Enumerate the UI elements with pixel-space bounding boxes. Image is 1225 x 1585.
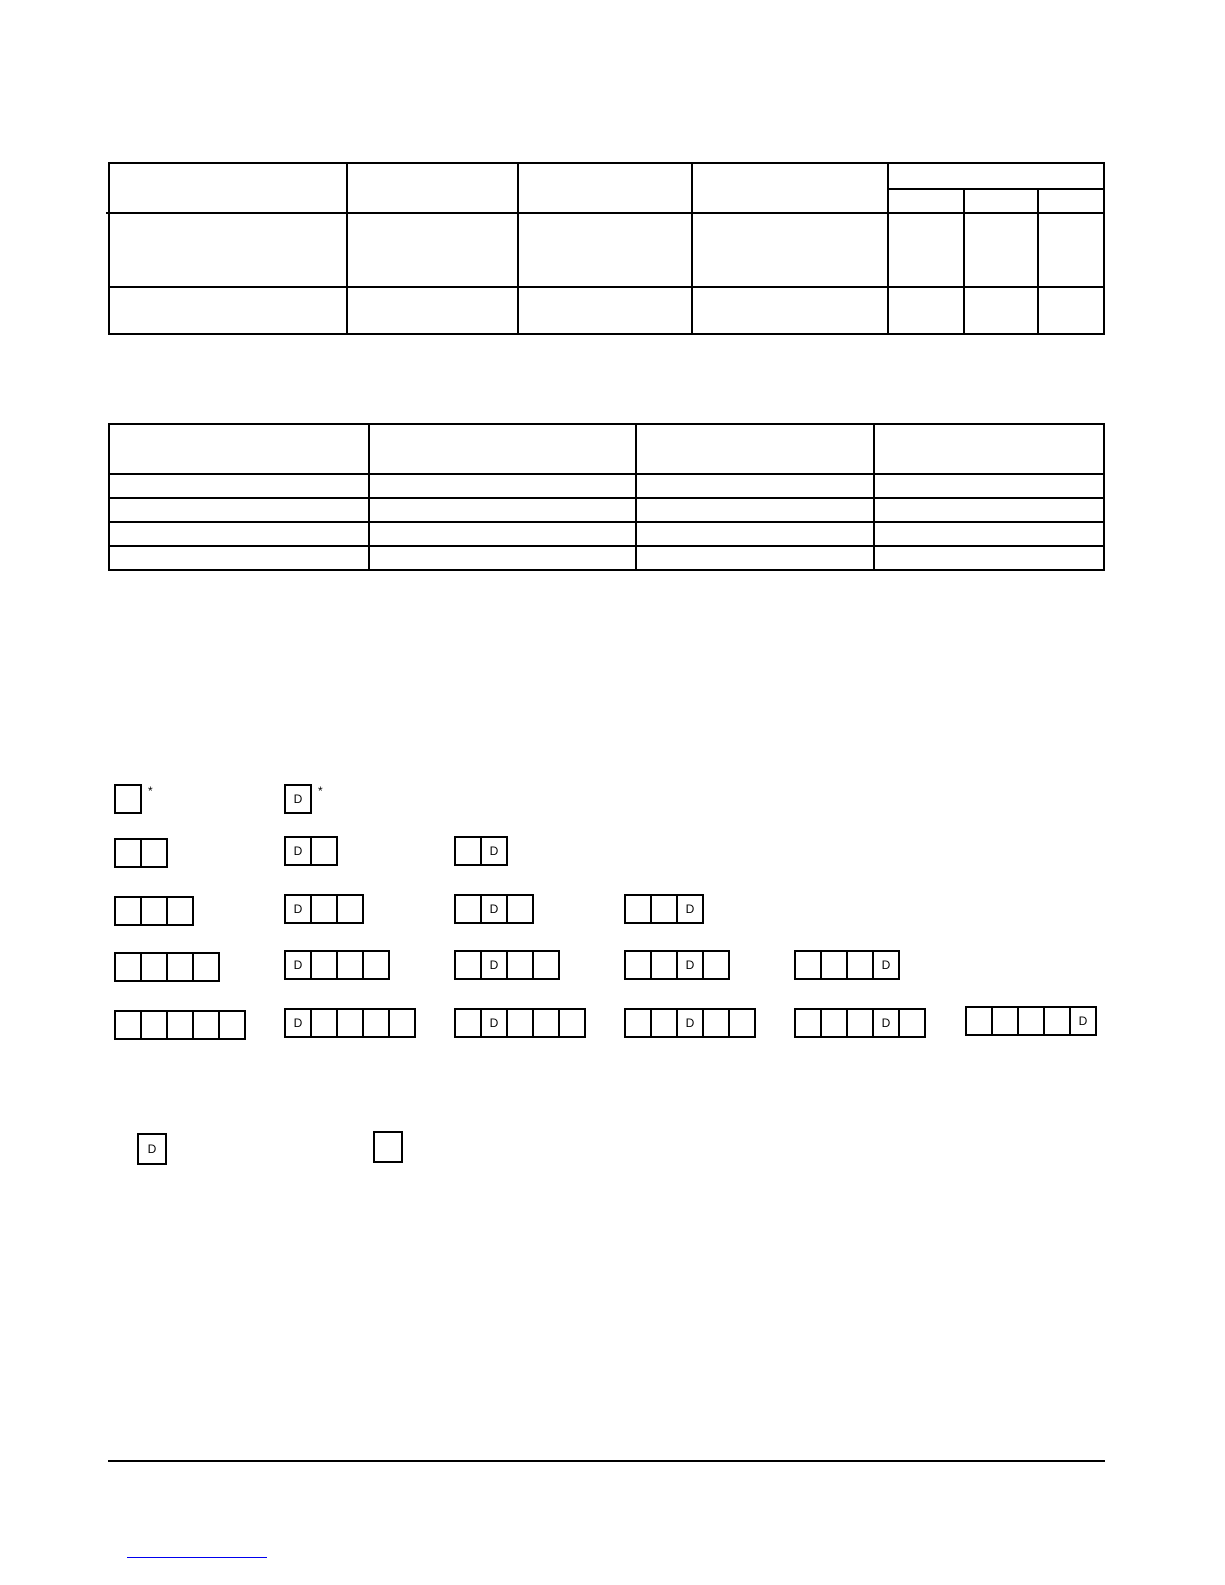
table-2-header-rule (110, 473, 1103, 475)
asterisk: * (148, 784, 153, 798)
box-cell (310, 1008, 338, 1038)
box-cell (480, 1008, 508, 1038)
box-cell (676, 950, 704, 980)
box-marker: D (489, 902, 499, 916)
box-group (284, 950, 388, 980)
box-group (114, 838, 166, 868)
box-cell (114, 784, 142, 814)
box-cell (336, 1008, 364, 1038)
box-cell (624, 950, 652, 980)
box-cell (650, 1008, 678, 1038)
box-group (284, 1008, 414, 1038)
box-marker: D (1078, 1014, 1088, 1028)
box-cell (114, 896, 142, 926)
box-cell (991, 1006, 1019, 1036)
box-cell (336, 894, 364, 924)
box-cell (676, 894, 704, 924)
box-cell (506, 1008, 534, 1038)
box-cell (506, 894, 534, 924)
table-1-divider (963, 189, 965, 333)
box-cell (166, 952, 194, 982)
box-cell (166, 896, 194, 926)
table-1-divider (691, 164, 693, 333)
box-cell (454, 894, 482, 924)
box-cell (532, 950, 560, 980)
table-2-row-rule (110, 545, 1103, 547)
box-cell (794, 950, 822, 980)
box-cell (114, 838, 142, 868)
box-group (114, 952, 218, 982)
box-cell (846, 950, 874, 980)
box-cell (114, 952, 142, 982)
table-2-row-rule (110, 497, 1103, 499)
box-marker: D (881, 1016, 891, 1030)
legend-empty-box (373, 1131, 403, 1163)
box-cell (310, 836, 338, 866)
table-1-row-rule (110, 286, 1103, 288)
table-1-divider (517, 164, 519, 333)
box-cell (898, 1008, 926, 1038)
box-cell (702, 950, 730, 980)
box-cell (558, 1008, 586, 1038)
table-1-divider (346, 164, 348, 333)
box-cell (480, 894, 508, 924)
box-group (965, 1006, 1095, 1036)
box-cell (140, 896, 168, 926)
box-marker: D (293, 844, 303, 858)
box-marker: D (293, 902, 303, 916)
box-cell (820, 950, 848, 980)
box-cell (114, 1010, 142, 1040)
box-cell (480, 836, 508, 866)
box-group (454, 950, 558, 980)
asterisk: * (318, 784, 323, 798)
box-cell (650, 894, 678, 924)
box-marker: D (293, 958, 303, 972)
legend-marker: D (147, 1142, 157, 1156)
box-cell (310, 950, 338, 980)
box-group (284, 894, 362, 924)
footer-link-underline[interactable] (127, 1557, 267, 1558)
box-cell (872, 1008, 900, 1038)
box-group (114, 896, 192, 926)
box-cell (362, 950, 390, 980)
table-2-row-rule (110, 521, 1103, 523)
box-cell (794, 1008, 822, 1038)
box-group (624, 894, 702, 924)
box-marker: D (685, 1016, 695, 1030)
box-group (114, 1010, 244, 1040)
box-marker: D (685, 958, 695, 972)
box-cell (284, 1008, 312, 1038)
box-cell (532, 1008, 560, 1038)
box-cell (218, 1010, 246, 1040)
box-group (454, 1008, 584, 1038)
box-cell (872, 950, 900, 980)
box-group (454, 836, 506, 866)
box-marker: D (685, 902, 695, 916)
table-1-header-rule (106, 212, 1103, 214)
box-cell (506, 950, 534, 980)
box-cell (480, 950, 508, 980)
table-2 (108, 423, 1105, 571)
box-cell (284, 894, 312, 924)
box-cell (284, 784, 312, 814)
box-cell (624, 894, 652, 924)
box-cell (650, 950, 678, 980)
box-cell (284, 950, 312, 980)
box-cell (702, 1008, 730, 1038)
table-1-divider (1037, 189, 1039, 333)
box-group (624, 950, 728, 980)
box-cell (728, 1008, 756, 1038)
box-cell (192, 952, 220, 982)
box-cell (140, 838, 168, 868)
box-cell (820, 1008, 848, 1038)
box-group (794, 950, 898, 980)
box-cell (166, 1010, 194, 1040)
box-cell (624, 1008, 652, 1038)
box-group (454, 894, 532, 924)
box-group (794, 1008, 924, 1038)
box-cell (284, 836, 312, 866)
box-group (284, 784, 310, 814)
box-cell (310, 894, 338, 924)
box-cell (140, 952, 168, 982)
box-marker: D (293, 1016, 303, 1030)
box-cell (388, 1008, 416, 1038)
box-marker: D (489, 958, 499, 972)
box-marker: D (489, 1016, 499, 1030)
box-cell (454, 950, 482, 980)
box-cell (140, 1010, 168, 1040)
box-cell (676, 1008, 704, 1038)
box-marker: D (293, 792, 303, 806)
box-cell (1017, 1006, 1045, 1036)
box-cell (846, 1008, 874, 1038)
box-cell (454, 836, 482, 866)
box-cell (336, 950, 364, 980)
box-cell (1069, 1006, 1097, 1036)
box-group (284, 836, 336, 866)
table-1 (108, 162, 1105, 335)
box-cell (965, 1006, 993, 1036)
box-marker: D (881, 958, 891, 972)
box-marker: D (489, 844, 499, 858)
legend-marked-box (137, 1133, 167, 1165)
box-group (624, 1008, 754, 1038)
table-1-subheader-rule (887, 188, 1103, 190)
footer-rule (108, 1460, 1105, 1462)
box-cell (454, 1008, 482, 1038)
box-group (114, 784, 140, 814)
box-cell (362, 1008, 390, 1038)
box-cell (1043, 1006, 1071, 1036)
box-cell (192, 1010, 220, 1040)
